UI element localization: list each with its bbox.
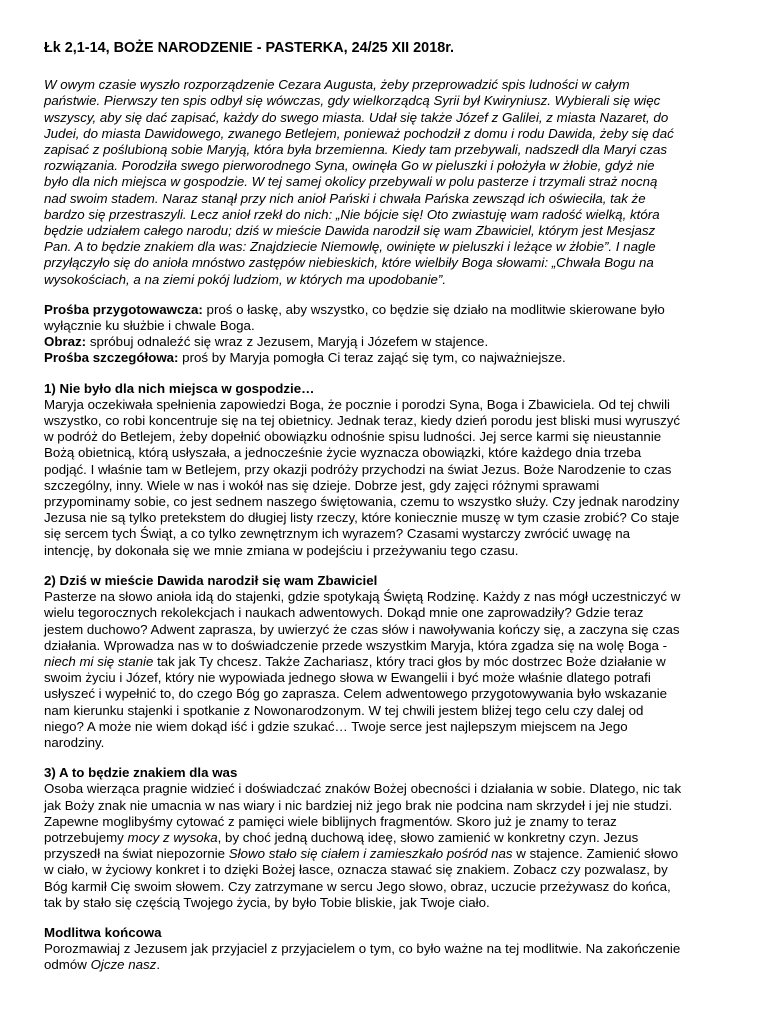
section-1 — [44, 381, 734, 559]
section-3-heading: 3) A to będzie znakiem dla was — [44, 765, 238, 781]
preparatory-prayer — [44, 302, 734, 334]
section-3-emphasis-1: mocy z wysoka — [127, 829, 218, 845]
preparatory-prayer-label: Prośba przygotowawcza: — [44, 301, 203, 317]
closing-text-a: Porozmawiaj z Jezusem jak przyjaciel z przyjacielem o tym, co było ważne na tej modlitwie. Na zakończenie odmów — [44, 941, 681, 973]
preparatory-prayer-text: proś o łaskę, aby wszystko, co będzie się działo na modlitwie skierowane było wyłącznie ku służbie i chwale Boga. — [44, 301, 665, 334]
section-3 — [44, 765, 734, 911]
image-label: Obraz: — [44, 334, 87, 350]
gospel-passage: W owym czasie wyszło rozporządzenie Cezara Augusta, żeby przeprowadzić spis ludności w całym państwie. Pierwszy ten spis odbył się wówczas, gdy wielkorządcą Syrii był Kwiryniusz. Wybierali się więc wszyscy, aby się dać zapisać, każdy do swego miasta. Udał się także Józef z Galilei, z miasta Nazaret, do Judei, do miasta Dawidowego, zwanego Betlejem, ponieważ pochodził z domu i rodu Dawida, żeby się dać zapisać z poślubioną sobie Maryją, która była brzemienna. Kiedy tam przebywali, nadszedł dla Maryi czas rozwiązania. Porodziła swego pierworodnego Syna, owinęła Go w pieluszki i położyła w żłobie, gdyż nie było dla nich miejsca w gospodzie. W tej samej okolicy przebywali w polu pasterze i trzymali straż nocną nad swoim stadem. Naraz stanął przy nich anioł Pański i chwała Pańska zewsząd ich oświeciła, tak że bardzo się przestraszyli. Lecz anioł rzekł do nich: „Nie bójcie się! Oto zwiastuję wam radość wielką, która będzie udziałem całego narodu; dziś w mieście Dawida narodził się wam Zbawiciel, którym jest Mesjasz Pan. A to będzie znakiem dla was: Znajdziecie Niemowlę, owinięte w pieluszki i leżące w żłobie”. I nagle przyłączyło się do anioła mnóstwo zastępów niebieskich, które wielbiły Boga słowami: „Chwała Bogu na wysokościach, a na ziemi pokój ludziom, w których ma upodobanie”. — [44, 77, 674, 287]
image-text: spróbuj odnaleźć się wraz z Jezusem, Maryją i Józefem w stajence. — [86, 334, 489, 350]
document-page — [44, 40, 734, 988]
section-1-body: Maryja oczekiwała spełnienia zapowiedzi Boga, że pocznie i porodzi Syna, Boga i Zbawiciela. Od tej chwili wszystko, co robi koncentruje się na tej obietnicy. Jednak teraz, kiedy dzień porodu jest bliski musi wyruszyć w podróż do Betlejem, żeby dopełnić obowiązku odnośnie spisu ludności. Jej serce karmi się nieustannie Bożą obietnicą, którą usłyszała, a jednocześnie życie wyznacza obowiązki, które każdego dnia trzeba podjąć. I właśnie tam w Betlejem, przy okazji podróży przychodzi na świat Jezus. Boże Narodzenie to czas szczególny, inny. Wiele w nas i wokół nas się dzieje. Dobrze jest, gdy zajęci różnymi sprawami przypominamy sobie, co jest sednem naszego świętowania, czemu to wszystko służy. Czy jednak narodziny Jezusa nie są tylko pretekstem do długiej listy rzeczy, które koniecznie muszę w tym czasie zrobić? Co staje się sercem tych Świąt, a co tylko zewnętrznym ich wyrazem? Czasami wystarczy zwrócić uwagę na intencję, by dokonała się we mnie zmiana w podejściu i przeżywaniu tego czasu. — [44, 396, 681, 558]
specific-prayer — [44, 350, 734, 366]
section-3-text-a: Osoba wierząca pragnie widzieć i doświadczać znaków Bożej obecności i działania w sobie. Dlatego, nic tak jak Boży znak nie umacnia w nas wiary i nic bardziej niż jego brak nie podcina nam skrzydeł i jej nie studzi. Zapewne moglibyśmy cytować z pamięci wiele biblijnych fragmentów. Skoro już je znamy to teraz potrzebujemy — [44, 781, 682, 845]
image-instruction — [44, 334, 734, 350]
specific-prayer-label: Prośba szczegółowa: — [44, 350, 179, 366]
section-2-emphasis: niech mi się stanie — [44, 653, 154, 669]
closing-prayer — [44, 925, 734, 974]
section-2-body — [44, 589, 734, 751]
closing-emphasis: Ojcze nasz — [90, 957, 157, 973]
section-3-text-c: w stajence. Zamienić słowo w ciało, w życiowy konkret i to dzięki Bożej łasce, oznacza stawać się znakiem. Zobacz czy pozwalasz, by Bóg karmił Cię swoim słowem. Czy zatrzymane w sercu Jego słowo, obraz, uczucie przeżywasz do końca, tak by stało się częścią Twojego życia, by było Tobie bliskie, jak Twoje ciało. — [44, 846, 679, 910]
closing-prayer-heading: Modlitwa końcowa — [44, 924, 162, 940]
preparation-block — [44, 302, 734, 367]
closing-text-b: . — [156, 957, 161, 973]
specific-prayer-text: proś by Maryja pomogła Ci teraz zająć się tym, co najważniejsze. — [178, 350, 566, 366]
closing-prayer-body — [44, 941, 734, 973]
section-2 — [44, 573, 734, 751]
section-2-heading: 2) Dziś w mieście Dawida narodził się wam Zbawiciel — [44, 572, 378, 588]
section-2-text-b: tak jak Ty chcesz. Także Zachariasz, który traci głos by móc dostrzec Boże działanie w swoim życiu i Józef, który nie wypowiada jednego słowa w Ewangelii i być może właśnie dlatego potrafi usłyszeć i wypełnić to, do czego Bóg go zaprasza. Celem adwentowego przygotowywania było wskazanie nam kierunku stajenki i spotkanie z Nowonarodzonym. W tej chwili jestem bliżej tego celu czy dalej od niego? A może nie wiem dokąd iść i gdzie szukać… Twoje serce jest najlepszym miejscem na Jego narodziny. — [44, 653, 668, 750]
section-3-body — [44, 781, 734, 911]
section-3-emphasis-2: Słowo stało się ciałem i zamieszkało pośród nas — [228, 846, 513, 862]
section-2-text-a: Pasterze na słowo anioła idą do stajenki, gdzie spotykają Świętą Rodzinę. Każdy z nas mógł uczestniczyć w wielu tegorocznych rekolekcjach i naukach adwentowych. Dokąd mnie one zaprowadziły? Gdzie teraz jestem duchowo? Adwent zaprasza, by uwierzyć że czas słów i nawoływania kończy się, a zaczyna się czas działania. Wprowadza nas w to doświadczenie przede wszystkim Maryja, która zgadza się na wolę Boga - — [44, 589, 681, 653]
section-1-heading: 1) Nie było dla nich miejsca w gospodzie… — [44, 380, 315, 396]
page-title: Łk 2,1-14, BOŻE NARODZENIE - PASTERKA, 24/25 XII 2018r. — [44, 40, 454, 56]
section-3-text-b: , by choć jedną duchową ideę, słowo zamienić w konkretny czyn. Jezus przyszedł na świat niepozornie — [44, 829, 639, 862]
